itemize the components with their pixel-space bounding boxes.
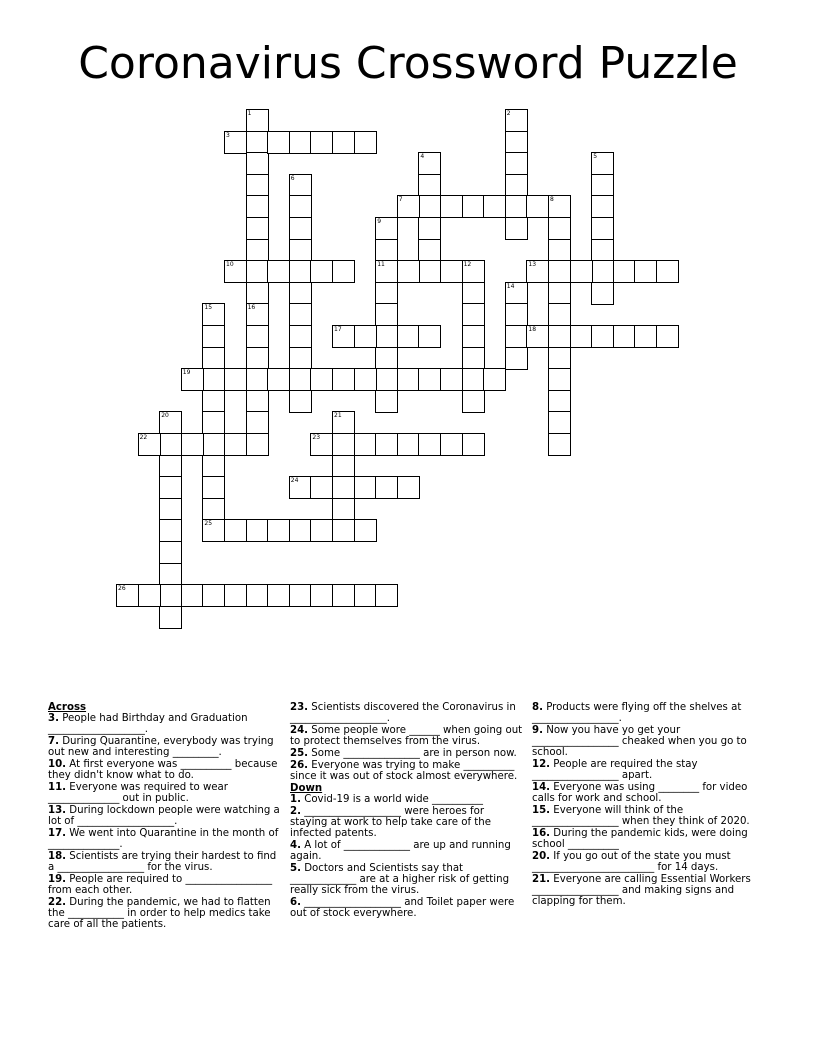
grid-cell[interactable] bbox=[289, 390, 312, 413]
across-clue bbox=[48, 714, 282, 736]
grid-cell[interactable] bbox=[159, 563, 182, 586]
grid-cell[interactable] bbox=[246, 347, 269, 370]
grid-cell[interactable] bbox=[246, 433, 269, 456]
grid-cell[interactable] bbox=[375, 260, 398, 283]
clue-number: 5. bbox=[290, 863, 301, 874]
across-clue bbox=[290, 749, 524, 760]
grid-cell[interactable] bbox=[397, 368, 420, 391]
grid-cell[interactable] bbox=[505, 131, 528, 154]
clue-number: 2 bbox=[506, 110, 511, 117]
clue-text: ___________________ and Toilet paper were out of stock everywhere. bbox=[290, 896, 515, 919]
down-heading: Down bbox=[290, 783, 323, 795]
grid-cell[interactable] bbox=[181, 433, 204, 456]
down-clue bbox=[532, 703, 766, 725]
grid-cell[interactable] bbox=[181, 584, 204, 607]
grid-cell[interactable] bbox=[397, 325, 420, 348]
clue-number: 25. bbox=[290, 748, 309, 759]
grid-cell[interactable] bbox=[267, 260, 290, 283]
grid-cell[interactable] bbox=[548, 217, 571, 240]
clue-text: Covid-19 is a world wide __________ bbox=[300, 794, 483, 805]
grid-cell[interactable] bbox=[246, 282, 269, 305]
grid-cell[interactable] bbox=[397, 433, 420, 456]
grid-cell[interactable] bbox=[375, 476, 398, 499]
clue-number: 8 bbox=[550, 196, 554, 204]
clue-text: During lockdown people were watching a lot of ___________________. bbox=[48, 804, 280, 827]
clue-number: 7 bbox=[398, 196, 403, 204]
grid-cell[interactable] bbox=[202, 303, 225, 326]
clue-number: 15. bbox=[532, 804, 551, 816]
clue-number: 1. bbox=[290, 794, 301, 805]
grid-cell[interactable] bbox=[634, 325, 657, 348]
clue-number: 10. bbox=[48, 758, 67, 770]
grid-cell[interactable] bbox=[548, 390, 571, 413]
grid-cell[interactable] bbox=[246, 519, 269, 542]
clue-text: Now you have yo get your _________________ cheaked when you go to school. bbox=[532, 725, 747, 758]
grid-cell[interactable] bbox=[310, 584, 333, 607]
grid-cell[interactable] bbox=[440, 195, 463, 218]
down-clue bbox=[290, 864, 524, 897]
grid-cell[interactable] bbox=[418, 195, 441, 218]
grid-cell[interactable] bbox=[526, 325, 549, 348]
grid-cell[interactable] bbox=[418, 174, 441, 197]
across-clue bbox=[290, 726, 524, 748]
grid-cell[interactable] bbox=[591, 325, 614, 348]
down-clue bbox=[532, 806, 766, 828]
clue-number: 18 bbox=[528, 326, 537, 333]
clue-number: 22. bbox=[48, 896, 67, 908]
grid-cell[interactable] bbox=[289, 131, 312, 154]
across-clue bbox=[48, 783, 282, 805]
clue-number: 6. bbox=[290, 896, 301, 908]
clue-number: 11. bbox=[48, 781, 67, 793]
clue-number: 2. bbox=[290, 806, 301, 818]
grid-cell[interactable] bbox=[440, 433, 463, 456]
grid-cell[interactable] bbox=[462, 390, 485, 413]
across-clue-list bbox=[48, 714, 282, 931]
clue-text: Everyone was trying to make __________ since it was out of stock almost everywhere. bbox=[290, 760, 518, 782]
grid-cell[interactable] bbox=[591, 195, 614, 218]
grid-cell[interactable] bbox=[418, 260, 441, 283]
clue-number: 22 bbox=[139, 434, 148, 441]
grid-cell[interactable] bbox=[375, 239, 398, 262]
grid-cell[interactable] bbox=[591, 174, 614, 197]
grid-cell[interactable] bbox=[202, 325, 225, 348]
grid-cell[interactable] bbox=[505, 325, 528, 348]
grid-cell[interactable] bbox=[246, 368, 269, 391]
across-clue bbox=[48, 806, 282, 828]
clue-number: 19 bbox=[182, 369, 191, 377]
down-clue bbox=[532, 875, 766, 908]
grid-cell[interactable] bbox=[246, 109, 269, 132]
clue-text: Some _______________ are in person now. bbox=[308, 748, 517, 759]
clue-number: 20 bbox=[161, 412, 169, 420]
grid-cell[interactable] bbox=[462, 282, 485, 305]
grid-cell[interactable] bbox=[418, 217, 441, 240]
grid-cell[interactable] bbox=[483, 195, 506, 218]
clue-number: 6 bbox=[290, 174, 295, 182]
clue-text: People are required the stay _________________ apart. bbox=[532, 758, 698, 781]
clue-text: People are required to _________________ from each other. bbox=[48, 873, 273, 896]
grid-cell[interactable] bbox=[332, 584, 355, 607]
grid-cell[interactable] bbox=[224, 433, 247, 456]
grid-cell[interactable] bbox=[289, 174, 312, 197]
down-clue bbox=[532, 726, 766, 759]
grid-cell[interactable] bbox=[570, 325, 593, 348]
grid-cell[interactable] bbox=[289, 282, 312, 305]
grid-cell[interactable] bbox=[462, 347, 485, 370]
clue-number: 16 bbox=[247, 304, 256, 312]
grid-cell[interactable] bbox=[462, 260, 485, 283]
grid-cell[interactable] bbox=[202, 476, 225, 499]
grid-cell[interactable] bbox=[440, 260, 463, 283]
grid-cell[interactable] bbox=[656, 325, 679, 348]
grid-cell[interactable] bbox=[332, 411, 355, 434]
grid-cell[interactable] bbox=[548, 282, 571, 305]
down-clue bbox=[532, 852, 766, 874]
down-clue bbox=[290, 795, 524, 806]
clue-text: ___________________ were heroes for staying at work to help take care of the infected patents. bbox=[290, 806, 492, 839]
clue-number: 4 bbox=[420, 153, 425, 161]
grid-cell[interactable] bbox=[246, 584, 269, 607]
across-clue bbox=[48, 898, 282, 931]
grid-cell[interactable] bbox=[591, 282, 614, 305]
clue-number: 24. bbox=[290, 725, 309, 736]
clue-text: If you go out of the state you must ________________________ for 14 days. bbox=[532, 850, 731, 873]
grid-cell[interactable] bbox=[505, 174, 528, 197]
grid-cell[interactable] bbox=[332, 519, 355, 542]
grid-cell[interactable] bbox=[289, 239, 312, 262]
grid-cell[interactable] bbox=[202, 498, 225, 521]
grid-cell[interactable] bbox=[289, 325, 312, 348]
page-title: Coronavirus Crossword Puzzle bbox=[78, 38, 738, 89]
grid-cell[interactable] bbox=[138, 433, 161, 456]
grid-cell[interactable] bbox=[375, 325, 398, 348]
grid-cell[interactable] bbox=[289, 368, 312, 391]
grid-cell[interactable] bbox=[548, 433, 571, 456]
grid-cell[interactable] bbox=[375, 368, 398, 391]
grid-cell[interactable] bbox=[375, 390, 398, 413]
grid-cell[interactable] bbox=[159, 476, 182, 499]
clue-text: Products were flying off the shelves at _________________. bbox=[532, 702, 742, 724]
grid-cell[interactable] bbox=[246, 411, 269, 434]
clue-number: 7. bbox=[48, 735, 59, 747]
grid-cell[interactable] bbox=[224, 368, 247, 391]
clue-text: At first everyone was __________ because they didn't know what to do. bbox=[48, 758, 278, 781]
grid-cell[interactable] bbox=[332, 455, 355, 478]
clue-text: We went into Quarantine in the month of ______________. bbox=[48, 827, 279, 850]
grid-cell[interactable] bbox=[246, 131, 269, 154]
grid-cell[interactable] bbox=[267, 368, 290, 391]
grid-cell[interactable] bbox=[181, 368, 204, 391]
grid-cell[interactable] bbox=[462, 433, 485, 456]
grid-cell[interactable] bbox=[246, 174, 269, 197]
clue-text: During the pandemic kids, were doing school __________ bbox=[532, 827, 748, 850]
grid-cell[interactable] bbox=[548, 260, 571, 283]
grid-cell[interactable] bbox=[397, 476, 420, 499]
grid-cell[interactable] bbox=[354, 476, 377, 499]
down-clue bbox=[290, 898, 524, 920]
clue-number: 4. bbox=[290, 840, 301, 851]
grid-cell[interactable] bbox=[289, 260, 312, 283]
clue-number: 23. bbox=[290, 702, 309, 713]
clue-number: 26 bbox=[118, 585, 126, 593]
grid-cell[interactable] bbox=[591, 217, 614, 240]
clue-number: 18. bbox=[48, 850, 67, 862]
grid-cell[interactable] bbox=[548, 303, 571, 326]
grid-cell[interactable] bbox=[289, 303, 312, 326]
grid-cell[interactable] bbox=[224, 260, 247, 283]
grid-cell[interactable] bbox=[375, 303, 398, 326]
grid-cell[interactable] bbox=[224, 519, 247, 542]
clue-number: 19. bbox=[48, 873, 67, 885]
down-clue bbox=[290, 841, 524, 863]
grid-cell[interactable] bbox=[613, 260, 636, 283]
grid-cell[interactable] bbox=[548, 195, 571, 218]
grid-cell[interactable] bbox=[332, 368, 355, 391]
grid-cell[interactable] bbox=[354, 368, 377, 391]
grid-cell[interactable] bbox=[505, 282, 528, 305]
clue-number: 14. bbox=[532, 781, 551, 793]
clue-text: Everyone will think of the _________________ when they think of 2020. bbox=[532, 804, 750, 827]
across-clue bbox=[290, 761, 524, 783]
grid-cell[interactable] bbox=[397, 260, 420, 283]
grid-cell[interactable] bbox=[418, 368, 441, 391]
grid-cell[interactable] bbox=[354, 519, 377, 542]
clue-number: 26. bbox=[290, 760, 309, 772]
grid-cell[interactable] bbox=[354, 433, 377, 456]
grid-cell[interactable] bbox=[548, 411, 571, 434]
clue-number: 9 bbox=[377, 218, 382, 225]
clue-number: 1 bbox=[247, 110, 252, 117]
across-clue bbox=[48, 829, 282, 851]
grid-cell[interactable] bbox=[289, 347, 312, 370]
grid-cell[interactable] bbox=[246, 325, 269, 348]
down-clue bbox=[532, 783, 766, 805]
grid-cell[interactable] bbox=[332, 433, 355, 456]
grid-cell[interactable] bbox=[548, 239, 571, 262]
grid-cell[interactable] bbox=[246, 152, 269, 175]
grid-cell[interactable] bbox=[332, 131, 355, 154]
grid-cell[interactable] bbox=[310, 260, 333, 283]
grid-cell[interactable] bbox=[462, 195, 485, 218]
grid-cell[interactable] bbox=[246, 239, 269, 262]
grid-cell[interactable] bbox=[462, 368, 485, 391]
down-clue-list bbox=[290, 795, 524, 920]
clue-number: 14 bbox=[506, 282, 515, 290]
clue-number: 21 bbox=[334, 412, 342, 420]
clue-number: 9. bbox=[532, 725, 543, 736]
clue-number: 13 bbox=[528, 261, 537, 269]
clue-number: 12 bbox=[463, 261, 472, 269]
across-clue bbox=[48, 875, 282, 897]
grid-cell[interactable] bbox=[418, 152, 441, 175]
clue-number: 12. bbox=[532, 758, 551, 770]
grid-cell[interactable] bbox=[354, 584, 377, 607]
grid-cell[interactable] bbox=[246, 260, 269, 283]
clue-number: 17. bbox=[48, 827, 67, 839]
grid-cell[interactable] bbox=[159, 584, 182, 607]
grid-cell[interactable] bbox=[202, 368, 225, 391]
clue-number: 3. bbox=[48, 712, 59, 724]
grid-cell[interactable] bbox=[418, 433, 441, 456]
clue-text: Some people wore ______ when going out to protect themselves from the virus. bbox=[290, 725, 523, 747]
grid-cell[interactable] bbox=[289, 217, 312, 240]
grid-cell[interactable] bbox=[656, 260, 679, 283]
grid-cell[interactable] bbox=[505, 195, 528, 218]
grid-cell[interactable] bbox=[159, 498, 182, 521]
grid-cell[interactable] bbox=[332, 260, 355, 283]
grid-cell[interactable] bbox=[505, 303, 528, 326]
clue-number: 23 bbox=[312, 434, 321, 441]
clue-number: 10 bbox=[226, 261, 234, 269]
grid-cell[interactable] bbox=[462, 303, 485, 326]
grid-cell[interactable] bbox=[202, 390, 225, 413]
clue-number: 21. bbox=[532, 873, 551, 885]
grid-cell[interactable] bbox=[418, 239, 441, 262]
across-clue bbox=[48, 852, 282, 874]
clue-number: 11 bbox=[377, 261, 385, 269]
grid-cell[interactable] bbox=[159, 433, 182, 456]
clue-number: 8. bbox=[532, 702, 543, 713]
clue-number: 15 bbox=[204, 304, 213, 312]
down-clue bbox=[290, 807, 524, 840]
grid-cell[interactable] bbox=[202, 411, 225, 434]
grid-cell[interactable] bbox=[332, 498, 355, 521]
grid-cell[interactable] bbox=[354, 131, 377, 154]
across-clue bbox=[48, 760, 282, 782]
grid-cell[interactable] bbox=[591, 239, 614, 262]
grid-cell[interactable] bbox=[548, 368, 571, 391]
grid-cell[interactable] bbox=[159, 606, 182, 629]
clue-number: 24 bbox=[290, 477, 299, 485]
grid-cell[interactable] bbox=[289, 519, 312, 542]
grid-cell[interactable] bbox=[354, 325, 377, 348]
grid-cell[interactable] bbox=[332, 476, 355, 499]
grid-cell[interactable] bbox=[505, 217, 528, 240]
grid-cell[interactable] bbox=[138, 584, 161, 607]
grid-cell[interactable] bbox=[440, 368, 463, 391]
clue-text: Everyone was required to wear ______________ out in public. bbox=[48, 781, 228, 804]
clue-text: Scientists are trying their hardest to find a _________________ for the virus. bbox=[48, 850, 277, 873]
clue-number: 25 bbox=[204, 520, 213, 528]
grid-cell[interactable] bbox=[289, 476, 312, 499]
grid-cell[interactable] bbox=[202, 519, 225, 542]
clue-number: 17 bbox=[334, 326, 342, 333]
grid-cell[interactable] bbox=[526, 195, 549, 218]
clues-column-3 bbox=[532, 703, 766, 909]
grid-cell[interactable] bbox=[613, 325, 636, 348]
grid-cell[interactable] bbox=[202, 347, 225, 370]
clue-text: During the pandemic, we had to flatten the ___________ in order to help medics take care of all the patients. bbox=[48, 896, 271, 930]
clue-text: During Quarantine, everybody was trying out new and interesting _________. bbox=[48, 735, 274, 758]
grid-cell[interactable] bbox=[202, 455, 225, 478]
grid-cell[interactable] bbox=[375, 282, 398, 305]
down-clue-list-cont bbox=[532, 703, 766, 908]
grid-cell[interactable] bbox=[418, 325, 441, 348]
grid-cell[interactable] bbox=[375, 347, 398, 370]
grid-cell[interactable] bbox=[310, 368, 333, 391]
grid-cell[interactable] bbox=[202, 433, 225, 456]
clue-text: Doctors and Scientists say that _____________ are at a higher risk of getting really sick from the virus. bbox=[290, 863, 510, 896]
grid-cell[interactable] bbox=[591, 152, 614, 175]
clue-text: A lot of _____________ are up and running again. bbox=[290, 840, 511, 862]
clues-column-2 bbox=[290, 703, 524, 921]
grid-cell[interactable] bbox=[570, 260, 593, 283]
grid-cell[interactable] bbox=[246, 390, 269, 413]
grid-cell[interactable] bbox=[505, 347, 528, 370]
grid-cell[interactable] bbox=[548, 347, 571, 370]
grid-cell[interactable] bbox=[397, 195, 420, 218]
grid-cell[interactable] bbox=[375, 433, 398, 456]
grid-cell[interactable] bbox=[526, 260, 549, 283]
grid-cell[interactable] bbox=[483, 368, 506, 391]
across-clue bbox=[48, 737, 282, 759]
grid-cell[interactable] bbox=[462, 325, 485, 348]
grid-cell[interactable] bbox=[116, 584, 139, 607]
grid-cell[interactable] bbox=[159, 541, 182, 564]
grid-cell[interactable] bbox=[332, 325, 355, 348]
across-clue bbox=[290, 703, 524, 725]
grid-cell[interactable] bbox=[505, 152, 528, 175]
grid-cell[interactable] bbox=[202, 584, 225, 607]
grid-cell[interactable] bbox=[224, 584, 247, 607]
grid-cell[interactable] bbox=[289, 195, 312, 218]
grid-cell[interactable] bbox=[310, 433, 333, 456]
clue-text: Scientists discovered the Coronavirus in ___________________. bbox=[290, 702, 516, 724]
grid-cell[interactable] bbox=[267, 131, 290, 154]
grid-cell[interactable] bbox=[548, 325, 571, 348]
clue-text: Everyone are calling Essential Workers _________________ and making signs and clapping for them. bbox=[532, 873, 751, 907]
clue-number: 20. bbox=[532, 850, 551, 862]
grid-cell[interactable] bbox=[289, 584, 312, 607]
grid-cell[interactable] bbox=[310, 476, 333, 499]
down-clue bbox=[532, 829, 766, 851]
clue-number: 5 bbox=[593, 153, 598, 161]
clues-column-1 bbox=[48, 703, 282, 932]
grid-cell[interactable] bbox=[505, 109, 528, 132]
across-heading: Across bbox=[48, 702, 87, 713]
grid-cell[interactable] bbox=[159, 411, 182, 434]
down-clue bbox=[532, 760, 766, 782]
grid-cell[interactable] bbox=[159, 519, 182, 542]
grid-cell[interactable] bbox=[375, 217, 398, 240]
grid-cell[interactable] bbox=[159, 455, 182, 478]
clue-text: People had Birthday and Graduation ___________________. bbox=[48, 712, 248, 735]
grid-cell[interactable] bbox=[246, 195, 269, 218]
grid-cell[interactable] bbox=[591, 260, 614, 283]
grid-cell[interactable] bbox=[246, 217, 269, 240]
clue-number: 13. bbox=[48, 804, 67, 816]
grid-cell[interactable] bbox=[375, 584, 398, 607]
grid-cell[interactable] bbox=[267, 584, 290, 607]
clue-text: Everyone was using ________ for video calls for work and school. bbox=[532, 781, 748, 804]
grid-cell[interactable] bbox=[634, 260, 657, 283]
across-clue-list-cont bbox=[290, 703, 524, 783]
grid-cell[interactable] bbox=[224, 131, 247, 154]
grid-cell[interactable] bbox=[246, 303, 269, 326]
grid-cell[interactable] bbox=[310, 519, 333, 542]
grid-cell[interactable] bbox=[310, 131, 333, 154]
clue-number: 3 bbox=[226, 131, 230, 139]
grid-cell[interactable] bbox=[267, 519, 290, 542]
clue-number: 16. bbox=[532, 827, 551, 839]
